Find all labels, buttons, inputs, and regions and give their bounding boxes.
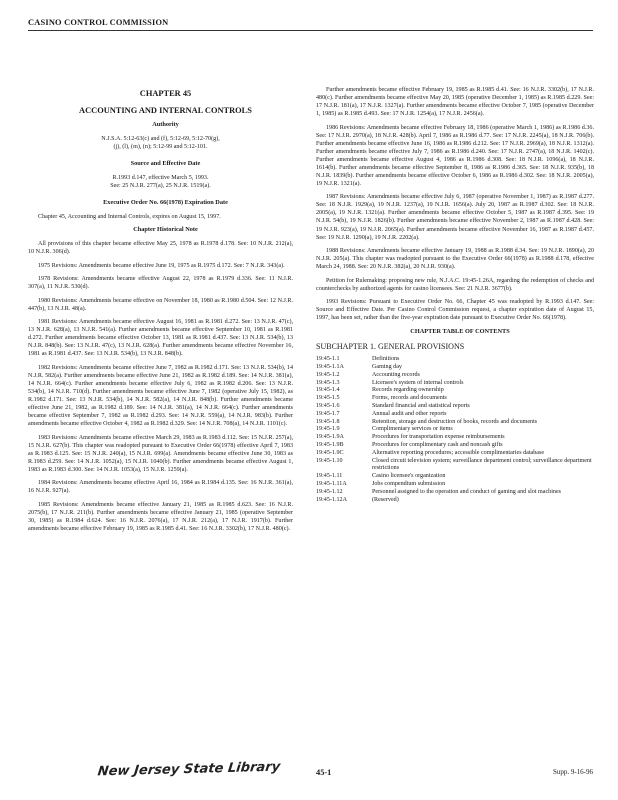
historical-note-heading: Chapter Historical Note <box>133 226 198 234</box>
toc-section-title: Complimentary services or items <box>372 426 453 433</box>
toc-section-title: Records regarding ownership <box>372 387 444 394</box>
toc-section-number: 19:45-1.11A <box>316 480 347 487</box>
toc-entry <box>316 403 594 411</box>
toc-list <box>316 356 594 504</box>
history-paragraph: 1978 Revisions: Amendments became effective August 22, 1978 as R.1979 d.336. See: 11 N.J.R. 307(a), 11 N.J.R. 530(d). <box>28 276 293 291</box>
toc-entry <box>316 450 594 458</box>
toc-entry <box>316 395 594 403</box>
toc-entry <box>316 481 594 489</box>
toc-entry <box>316 356 594 364</box>
library-signature: New Jersey State Library <box>96 759 282 780</box>
toc-section-title: (Reserved) <box>372 496 399 503</box>
toc-section-number: 19:45-1.8 <box>316 418 340 425</box>
toc-section-title: Annual audit and other reports <box>372 410 447 417</box>
toc-section-number: 19:45-1.10 <box>316 457 343 464</box>
history-paragraph: 1981 Revisions: Amendments became effective August 16, 1981 as R.1981 d.272. See: 13 N.J.R. 47(c), 13 N.J.R. 628(a), 13 N.J.R. 541(a). Further amendments became effective September 10, 1981 as R.1981 d.272. Further amendments became effective October 13, 1981 as R.1981 d.437. See: 13 N.J.R. 534(b), 13 N.J.R. 848(b). See: 13 N.J.R. 47(c), 13 N.J.R. 628(a). Further amendments became effective November 16, 1981 as R.1981 d.437. See: 13 N.J.R. 534(b), 13 N.J.R. 848(b). <box>28 319 293 358</box>
toc-section-title: Casino licensee's organization <box>372 473 446 480</box>
history-paragraph: 1985 Revisions: Amendments became effective January 21, 1985 as R.1985 d.623. See: 16 N.J.R. 2075(b), 17 N.J.R. 211(b). Further amendments became effective January 21, 1985 (operative September 30, 1985) as R.1984 d.624. See: 16 N.J.R. 2076(a), 17 N.J.R. 212(a), 17 N.J.R. 1917(b). Further amendments became effective February 19, 1985 as R.1985 d.41. See: 16 N.J.R. 3302(b), 17 N.J.R. 480(c). <box>28 501 293 532</box>
authority-line: N.J.S.A. 5:12-63(c) and (f), 5:12-69, 5:12-70(g), <box>101 135 220 142</box>
toc-entry <box>316 473 594 481</box>
history-paragraph: Petition for Rulemaking: proposing new rule, N.J.A.C. 19:45-1.26A, regarding the redemption of checks and counterchecks by authorized agents for casino licensees. See: 21 N.J.R. 3677(b). <box>316 277 594 292</box>
authority-heading: Authority <box>152 121 179 129</box>
history-paragraph: 1986 Revisions: Amendments became effective February 18, 1986 (operative March 1, 1986) as R.1986 d.36. See: 17 N.J.R. 2970(a), 18 N.J.R. 428(b). April 7, 1986 as R.1986 d.77. See: 17 N.J.R. 2245(a), 18 N.J.R. 706(b). Further amendments became effective June 16, 1986 as R.1986 d.212. See: 17 N.J.R. 2969(a), 18 N.J.R. 1312(a). Further amendments became effective July 7, 1986 as R.1986 d.240. See: 17 N.J.R. 2747(a), 18 N.J.R. 1402(c). Further amendments became effective August 4, 1986 as R.1986 d.308. See: 18 N.J.R. 1096(a), 18 N.J.R. 1614(b). Further amendments became effective September 8, 1986 as R.1986 d.365. See: 18 N.J.R. 935(b), 18 N.J.R. 1839(b). Further amendments became effective October 6, 1986 as R.1986 d.302. See: 18 N.J.R. 2005(a), 19 N.J.R. 1321(a). <box>316 124 594 187</box>
toc-entry <box>316 497 594 505</box>
toc-entry <box>316 419 594 427</box>
history-paragraph: 1975 Revisions: Amendments became effective June 19, 1975 as R.1975 d.172. See: 7 N.J.R. 343(a). <box>38 262 285 269</box>
history-paragraph: All provisions of this chapter became effective May 25, 1978 as R.1978 d.178. See: 10 N.J.R. 212(a), 10 N.J.R. 306(d). <box>28 241 293 256</box>
history-paragraph: 1988 Revisions: Amendments became effective January 19, 1988 as R.1988 d.34. See: 19 N.J.R. 1890(a), 20 N.J.R. 205(a). This chapter was readopted pursuant to the Executive Order 66(1978) as R.1988 d.178, effective March 24, 1988. See: 20 N.J.R. 382(a), 20 N.J.R. 930(a). <box>316 248 594 271</box>
left-column <box>28 88 293 539</box>
history-paragraph: 1984 Revisions: Amendments became effective April 16, 1984 as R.1984 d.135. See: 16 N.J.R. 361(a), 16 N.J.R. 927(a). <box>28 480 293 495</box>
toc-section-title: Definitions <box>372 356 400 363</box>
toc-entry <box>316 434 594 442</box>
toc-entry <box>316 411 594 419</box>
page-footer <box>28 759 593 786</box>
toc-entry <box>316 442 594 450</box>
page-number: 45-1 <box>316 768 332 777</box>
running-header: CASINO CONTROL COMMISSION <box>28 18 593 31</box>
right-column <box>316 86 594 504</box>
toc-section-title: Procedures for transportation expense reimbursements <box>372 434 505 441</box>
source-heading: Source and Effective Date <box>130 160 201 168</box>
toc-section-number: 19:45-1.9B <box>316 441 344 448</box>
toc-section-number: 19:45-1.6 <box>316 402 340 409</box>
history-paragraph: 1993 Revisions: Pursuant to Executive Order No. 66, Chapter 45 was readopted by R.1993 d.147. See: Source and Effective Date. Per Casino Control Commission request, a chapter expiration date of August 15, 1997, has been set, rather than the five-year expiration date pursuant to Executive Order No. 66(1978). <box>316 299 594 322</box>
toc-section-title: Forms, records and documents <box>372 395 447 402</box>
toc-section-number: 19:45-1.12A <box>316 496 347 503</box>
history-paragraph: 1980 Revisions: Amendments became effective on November 18, 1980 as R.1980 d.504. See: 12 N.J.R. 447(b), 13 N.J.R. 48(a). <box>28 297 293 312</box>
toc-entry <box>316 380 594 388</box>
toc-section-title: Closed circuit television system; surveillance department control; surveillance department restrictions <box>372 457 592 472</box>
subchapter-heading: SUBCHAPTER 1. GENERAL PROVISIONS <box>316 341 465 351</box>
toc-entry <box>316 372 594 380</box>
toc-section-number: 19:45-1.7 <box>316 410 340 417</box>
authority-line: (j), (l), (m), (n); 5:12-99 and 5:12-101. <box>113 144 208 151</box>
toc-section-title: Jobs compendium submission <box>372 480 446 487</box>
toc-section-number: 19:45-1.4 <box>316 387 340 394</box>
supplement-date: Supp. 9-16-96 <box>552 768 593 776</box>
toc-section-title: Accounting records <box>372 371 420 378</box>
toc-section-number: 19:45-1.1A <box>316 363 344 370</box>
history-paragraph: Further amendments became effective February 19, 1985 as R.1985 d.41. See: 16 N.J.R. 3302(b), 17 N.J.R. 480(c). Further amendments became effective May 20, 1985 (operative December 1, 1985) as R.1985 d.229. See: 17 N.J.R. 181(a), 17 N.J.R. 1327(a). Further amendments became effective October 7, 1985 (operative December 1, 1985) as R.1985 d.493. See: 17 N.J.R. 1254(a), 17 N.J.R. 2456(a). <box>316 87 594 118</box>
toc-section-number: 19:45-1.2 <box>316 371 340 378</box>
chapter-title: ACCOUNTING AND INTERNAL CONTROLS <box>79 105 252 115</box>
toc-section-number: 19:45-1.12 <box>316 488 343 495</box>
source-text <box>28 174 293 190</box>
toc-section-number: 19:45-1.5 <box>316 395 340 402</box>
chapter-number: CHAPTER 45 <box>139 89 192 98</box>
toc-section-number: 19:45-1.9 <box>316 426 340 433</box>
toc-section-title: Alternative reporting procedures; accessible complimentaries database <box>372 449 545 456</box>
toc-entry <box>316 458 594 474</box>
toc-entry <box>316 387 594 395</box>
toc-title: CHAPTER TABLE OF CONTENTS <box>410 327 510 335</box>
toc-section-number: 19:45-1.9A <box>316 434 344 441</box>
authority-text <box>28 135 293 151</box>
executive-order-heading: Executive Order No. 66(1978) Expiration Date <box>103 198 228 206</box>
toc-entry <box>316 426 594 434</box>
history-paragraph: 1982 Revisions: Amendments became effective June 7, 1982 as R.1982 d.171. See: 13 N.J.R. 534(b), 14 N.J.R. 582(a). Further amendments became effective June 21, 1982 as R.1982 d.189. See: 14 N.J.R. 381(a), 14 N.J.R. 664(c). Further amendments became effective July 6, 1982 as R.1982 d.206. See: 13 N.J.R. 534(b), 14 N.J.R. 710(d). Further amendments became effective June 7, 1982 (operative July 15, 1982), as R.1982 d.171. See: 13 N.J.R. 534(b), 14 N.J.R. 582(a), 14 N.J.R. 848(b). Further amendments became effective June 21, 1982, as R.1982 d.189. See: 14 N.J.R. 381(a), 14 N.J.R. 664(c). Further amendments became effective September 7, 1982 as R.1982 d.293. See: 14 N.J.R. 559(a), 14 N.J.R. 983(b). Further amendments became effective October 4, 1982 as R.1982 d.329. See: 14 N.J.R. 708(a), 14 N.J.R. 1101(c). <box>28 364 293 428</box>
history-paragraph: 1987 Revisions: Amendments became effective July 6, 1987 (operative November 1, 1987) as R.1987 d.277. See: 18 N.J.R. 1929(a), 19 N.J.R. 1237(a), 19 N.J.R. 1656(a). July 20, 1987 as R.1987 d.302. See: 18 N.J.R. 2005(a), 19 N.J.R. 1321(a). Further amendments became effective October 5, 1987 as R.1987 d.395. See: 19 N.J.R. 54(b), 19 N.J.R. 1826(b). Further amendments became effective November 2, 1987 as R.1987 d.428. See: 19 N.J.R. 923(a), 19 N.J.R. 2065(a). Further amendments became effective November 16, 1987 as R.1987 d.457. See: 19 N.J.R. 1290(a), 19 N.J.R. 2202(a). <box>316 194 594 241</box>
toc-section-title: Procedures for complimentary cash and noncash gifts <box>372 441 503 448</box>
toc-section-title: Licensee's system of internal controls <box>372 379 464 386</box>
toc-section-title: Personnel assigned to the operation and conduct of gaming and slot machines <box>372 488 562 495</box>
toc-section-number: 19:45-1.1 <box>316 356 340 363</box>
toc-section-number: 19:45-1.3 <box>316 379 340 386</box>
toc-section-number: 19:45-1.11 <box>316 473 343 480</box>
executive-order-text: Chapter 45, Accounting and Internal Controls, expires on August 15, 1997. <box>38 213 221 220</box>
toc-section-title: Standard financial and statistical reports <box>372 402 470 409</box>
toc-entry <box>316 489 594 497</box>
toc-section-number: 19:45-1.9C <box>316 449 344 456</box>
toc-section-title: Gaming day <box>372 363 402 370</box>
toc-section-title: Retention, storage and destruction of books, records and documents <box>372 418 538 425</box>
history-paragraph: 1983 Revisions: Amendments became effective March 29, 1983 as R.1983 d.112. See: 15 N.J.R. 257(a), 15 N.J.R. 627(b). This chapter was readopted pursuant to Executive Order 66(1978) effective April 7, 1983 as R.1983 d.125. See: 15 N.J.R. 240(a), 15 N.J.R. 699(a). Amendments became effective June 30, 1983 as R.1983 d.259. See: 14 N.J.R. 1052(a), 15 N.J.R. 1040(b). Further amendments became effective August 1, 1983 as R.1983 d.300. See: 14 N.J.R. 1053(a), 15 N.J.R. 1259(a). <box>28 434 293 473</box>
toc-entry <box>316 364 594 372</box>
source-line: See: 25 N.J.R. 277(a), 25 N.J.R. 1519(a). <box>110 182 211 189</box>
source-line: R.1993 d.147, effective March 5, 1993. <box>112 174 209 181</box>
